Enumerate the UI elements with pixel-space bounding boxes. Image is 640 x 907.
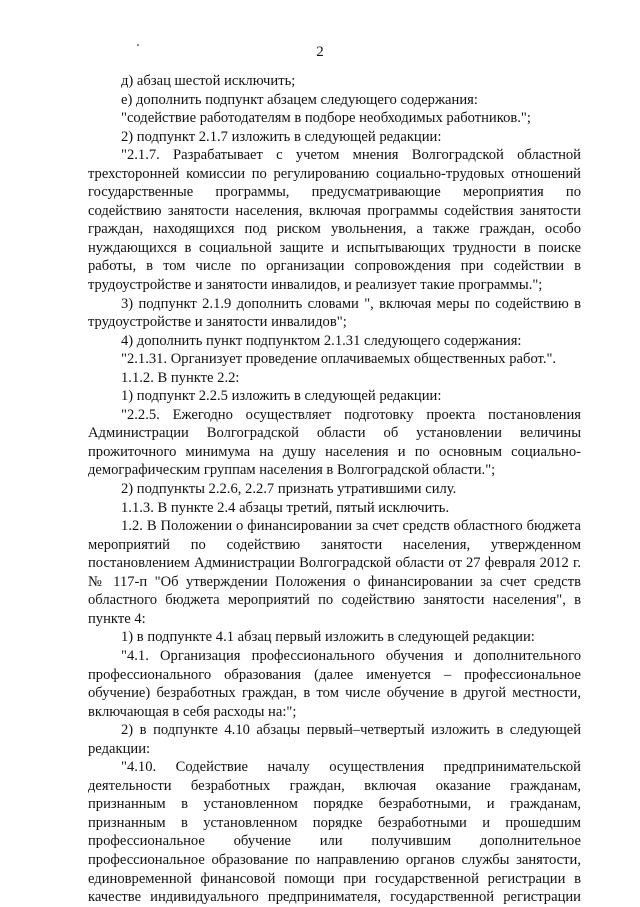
paragraph-2-1-31-text: "2.1.31. Организует проведение оплачиваемых общественных работ.". bbox=[121, 351, 557, 368]
paragraph-item-2-1-7-intro: 2) подпункт 2.1.7 изложить в следующей редакции: bbox=[121, 128, 442, 145]
paragraph-e-add-subparagraph: е) дополнить подпункт абзацем следующего содержания: bbox=[121, 91, 478, 108]
paragraph-1-1-3-text: 1.1.3. В пункте 2.4 абзацы третий, пятый исключить. bbox=[121, 499, 450, 516]
paragraph-1-2-regulation: 1.2. В Положении о финансировании за счет средств областного бюджета мероприятий по содействию занятости населения, утвержденном постановлением Администрации Волгоградской области от 27 февраля 2012 г. № 117-п "Об утверждении Положения о финансировании за счет средств областного бюджета мероприятий по содействию занятости населения", в пункте 4: bbox=[88, 518, 581, 627]
paragraph-d-delete-sixth: д) абзац шестой исключить; bbox=[121, 73, 296, 89]
paragraph-add-2-1-31-intro: 4) дополнить пункт подпунктом 2.1.31 следующего содержания: bbox=[121, 332, 522, 349]
paragraph-employer-assistance-quote: "содействие работодателям в подборе необходимых работников."; bbox=[121, 110, 531, 127]
paragraph-2-1-9-amendment: 3) подпункт 2.1.9 дополнить словами ", включая меры по содействию в трудоустройстве и занятости инвалидов"; bbox=[88, 295, 581, 331]
paragraph-1-1-2-heading: 1.1.2. В пункте 2.2: bbox=[121, 369, 240, 386]
paragraph-4-1-text: "4.1. Организация профессионального обучения и дополнительного профессионального образования (далее именуется – профессиональное обучение) безработных граждан, в том числе обучение в другой местности, включающая в себя расходы на:"; bbox=[88, 647, 581, 720]
paragraph-2-2-5-intro: 1) подпункт 2.2.5 изложить в следующей редакции: bbox=[121, 388, 442, 405]
document-body bbox=[88, 72, 581, 907]
paragraph-4-10-intro: 2) в подпункте 4.10 абзацы первый–четвертый изложить в следующей редакции: bbox=[88, 722, 581, 757]
paragraph-2-2-5-text: "2.2.5. Ежегодно осуществляет подготовку проекта постановления Администрации Волгоградской области об установлении величины прожиточного минимума на душу населения и по основным социально-демографическим группам населения в Волгоградской области."; bbox=[88, 406, 581, 479]
paragraph-2-1-7-text: "2.1.7. Разрабатывает с учетом мнения Волгоградской областной трехсторонней комиссии по регулированию социально-трудовых отношений государственные программы, предусматривающие мероприятия по содействию занятости населения, включая программы содействия занятости граждан, находящихся под риском увольнения, а также граждан, особо нуждающихся в социальной защите и испытывающих трудности в поиске работы, в том числе по организации сопровождения при содействии в трудоустройстве и занятости инвалидов, и реализует такие программы."; bbox=[88, 147, 581, 294]
page-number: 2 bbox=[316, 44, 324, 60]
paragraph-4-10-text: "4.10. Содействие началу осуществления предпринимательской деятельности безработных граждан, включая оказание гражданам, признанным в установленном порядке безработными, и гражданам, признанным в установленном порядке безработными и прошедшим профессиональное обучение или получившим дополнительное профессиональное образование по направлению органов службы занятости, единовременной финансовой помощи при государственной регистрации в качестве индивидуального предпринимателя, государственной регистрации bbox=[88, 759, 581, 906]
paragraph-2-2-6-2-2-7-void: 2) подпункты 2.2.6, 2.2.7 признать утратившими силу. bbox=[121, 481, 457, 498]
paragraph-4-1-intro: 1) в подпункте 4.1 абзац первый изложить в следующей редакции: bbox=[121, 629, 535, 646]
